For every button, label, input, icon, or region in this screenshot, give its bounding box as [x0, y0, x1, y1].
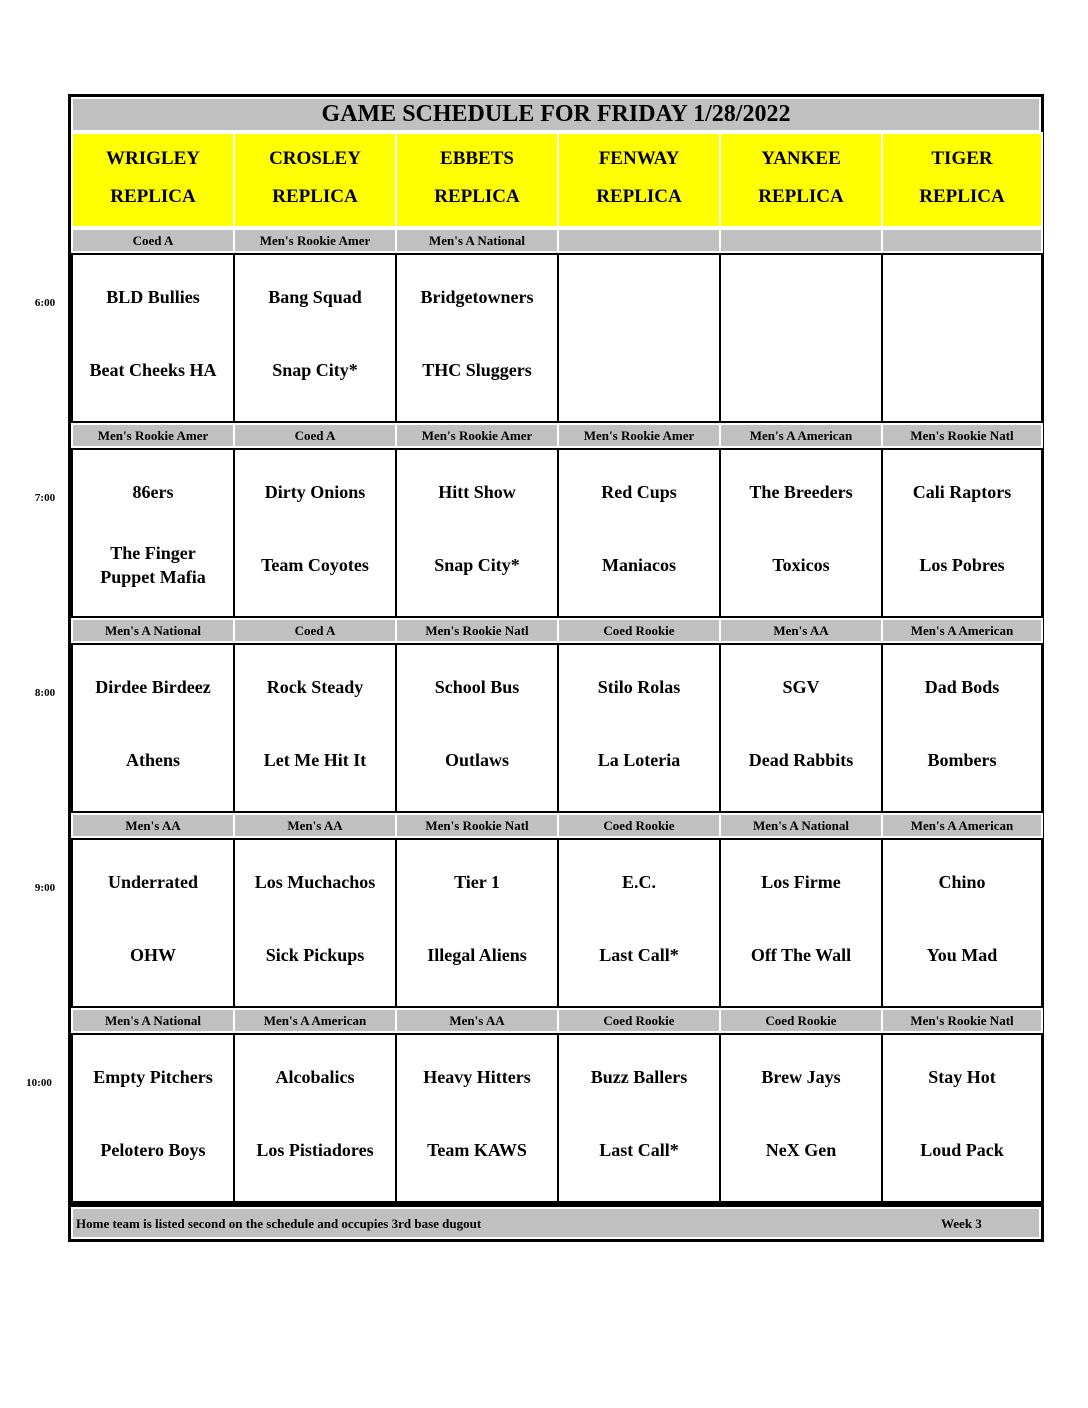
division-label: Coed A: [71, 228, 235, 253]
away-team: Los Muchachos: [254, 872, 376, 892]
division-label: Coed Rookie: [719, 1008, 883, 1033]
home-team: Snap City*: [434, 555, 520, 575]
field-header-yankee: [719, 132, 883, 228]
away-team: BLD Bullies: [106, 287, 200, 307]
home-team: Last Call*: [599, 1140, 679, 1160]
division-label: Men's A American: [881, 618, 1043, 643]
home-team: THC Sluggers: [422, 360, 532, 380]
time-label-800: 8:00: [34, 687, 56, 699]
home-team: Snap City*: [272, 360, 358, 380]
away-team: Bridgetowners: [420, 287, 534, 307]
time-slot-row: [71, 813, 1041, 1008]
game-cell: [233, 643, 397, 813]
division-label: Men's A American: [233, 1008, 397, 1033]
game-cell: [881, 838, 1043, 1008]
time-slot-row: [71, 1008, 1041, 1203]
division-label: Men's AA: [233, 813, 397, 838]
game-cell: [71, 253, 235, 423]
time-label-700: 7:00: [34, 492, 56, 504]
game-cell: [557, 838, 721, 1008]
away-team: Empty Pitchers: [93, 1067, 213, 1087]
field-subtitle: REPLICA: [272, 186, 358, 207]
game-cell: [233, 253, 397, 423]
game-cell: [557, 448, 721, 618]
game-cell: [719, 448, 883, 618]
division-label: Men's Rookie Natl: [395, 618, 559, 643]
home-team: You Mad: [926, 945, 998, 965]
division-label: Men's A American: [881, 813, 1043, 838]
division-label: Men's Rookie Natl: [881, 423, 1043, 448]
field-subtitle: REPLICA: [758, 186, 844, 207]
away-team: Underrated: [108, 872, 198, 892]
game-cell: [395, 838, 559, 1008]
home-team: Los Pobres: [919, 555, 1005, 575]
home-team: Last Call*: [599, 945, 679, 965]
away-team: Buzz Ballers: [590, 1067, 688, 1087]
home-team: Outlaws: [444, 750, 509, 770]
field-header-row: [71, 132, 1041, 228]
home-team: Bombers: [927, 750, 997, 770]
field-name: FENWAY: [598, 148, 680, 169]
away-team: SGV: [782, 677, 820, 697]
field-subtitle: REPLICA: [919, 186, 1005, 207]
week-label: Week 3: [941, 1216, 982, 1231]
division-label: Men's AA: [395, 1008, 559, 1033]
game-cell: [719, 838, 883, 1008]
game-cell: [557, 253, 721, 423]
home-team: Team Coyotes: [261, 555, 369, 575]
game-cell: [233, 1033, 397, 1203]
field-name: CROSLEY: [269, 148, 361, 169]
game-cell: [719, 1033, 883, 1203]
division-label: Men's Rookie Amer: [395, 423, 559, 448]
field-subtitle: REPLICA: [110, 186, 196, 207]
field-header-wrigley: [71, 132, 235, 228]
game-cell: [557, 1033, 721, 1203]
away-team: E.C.: [621, 872, 656, 892]
game-cell: [881, 643, 1043, 813]
division-label: Men's A National: [71, 1008, 235, 1033]
away-team: 86ers: [132, 482, 174, 502]
field-name: EBBETS: [440, 148, 514, 169]
division-label: Men's AA: [719, 618, 883, 643]
field-subtitle: REPLICA: [596, 186, 682, 207]
home-team: Off The Wall: [750, 945, 852, 965]
home-team: Team KAWS: [427, 1140, 527, 1160]
home-team: Sick Pickups: [265, 945, 365, 965]
away-team: Red Cups: [601, 482, 677, 502]
home-team: Let Me Hit It: [263, 750, 367, 770]
away-team: Heavy Hitters: [423, 1067, 531, 1087]
game-cell: [881, 1033, 1043, 1203]
field-subtitle: REPLICA: [434, 186, 520, 207]
game-cell: [71, 448, 235, 618]
time-slot-row: [71, 228, 1041, 423]
home-team-note: Home team is listed second on the schedule and occupies 3rd base dugout: [76, 1216, 482, 1231]
division-label: Men's A National: [71, 618, 235, 643]
away-team: Bang Squad: [268, 287, 362, 307]
game-cell: [719, 253, 883, 423]
game-cell: [395, 643, 559, 813]
field-header-tiger: [881, 132, 1043, 228]
game-cell: [395, 1033, 559, 1203]
game-cell: [395, 448, 559, 618]
division-label: Coed A: [233, 423, 397, 448]
field-header-ebbets: [395, 132, 559, 228]
away-team: Stay Hot: [928, 1067, 996, 1087]
away-team: Cali Raptors: [912, 482, 1012, 502]
away-team: Dirty Onions: [264, 482, 366, 502]
field-name: YANKEE: [761, 148, 841, 169]
home-team: Athens: [125, 750, 180, 770]
game-cell: [233, 448, 397, 618]
field-name: WRIGLEY: [106, 148, 200, 169]
field-name: TIGER: [931, 148, 993, 169]
home-team: Pelotero Boys: [100, 1140, 206, 1160]
field-header-fenway: [557, 132, 721, 228]
away-team: Rock Steady: [266, 677, 364, 697]
away-team: Dad Bods: [924, 677, 1000, 697]
away-team: Los Firme: [761, 872, 841, 892]
home-team: Maniacos: [602, 555, 676, 575]
division-label: Men's Rookie Natl: [881, 1008, 1043, 1033]
home-team: Toxicos: [772, 555, 830, 575]
game-cell: [71, 1033, 235, 1203]
division-label: [881, 228, 1043, 253]
division-label: Coed A: [233, 618, 397, 643]
division-label: Coed Rookie: [557, 1008, 721, 1033]
division-label: Men's A National: [719, 813, 883, 838]
home-team: NeX Gen: [765, 1140, 837, 1160]
away-team: Tier 1: [454, 872, 500, 892]
schedule-title: GAME SCHEDULE FOR FRIDAY 1/28/2022: [71, 97, 1041, 132]
home-team: La Loteria: [597, 750, 681, 770]
time-slot-row: [71, 618, 1041, 813]
game-cell: [71, 643, 235, 813]
away-team: Dirdee Birdeez: [95, 677, 211, 697]
game-cell: [71, 838, 235, 1008]
home-team: OHW: [129, 945, 176, 965]
division-label: Men's A National: [395, 228, 559, 253]
division-label: Coed Rookie: [557, 618, 721, 643]
time-column: [0, 0, 68, 1408]
game-cell: [881, 448, 1043, 618]
division-label: Men's A American: [719, 423, 883, 448]
field-header-crosley: [233, 132, 397, 228]
game-cell: [395, 253, 559, 423]
time-label-1000: 10:00: [26, 1077, 52, 1089]
time-slot-row: [71, 423, 1041, 618]
division-label: [719, 228, 883, 253]
home-team: Beat Cheeks HA: [89, 360, 217, 380]
division-label: Men's Rookie Natl: [395, 813, 559, 838]
game-cell: [719, 643, 883, 813]
home-team: The Finger Puppet Mafia: [100, 543, 206, 587]
away-team: Chino: [938, 872, 986, 892]
away-team: Brew Jays: [761, 1067, 841, 1087]
home-team: Dead Rabbits: [748, 750, 854, 770]
away-team: Stilo Rolas: [597, 677, 681, 697]
division-label: Men's AA: [71, 813, 235, 838]
game-cell: [233, 838, 397, 1008]
home-team: Loud Pack: [920, 1140, 1004, 1160]
game-cell: [557, 643, 721, 813]
division-label: Coed Rookie: [557, 813, 721, 838]
home-team: Illegal Aliens: [427, 945, 527, 965]
home-team: Los Pistiadores: [256, 1140, 374, 1160]
schedule-footer: [71, 1207, 1041, 1239]
division-label: [557, 228, 721, 253]
away-team: Hitt Show: [438, 482, 516, 502]
time-label-900: 9:00: [34, 882, 56, 894]
division-label: Men's Rookie Amer: [233, 228, 397, 253]
division-label: Men's Rookie Amer: [71, 423, 235, 448]
away-team: School Bus: [434, 677, 520, 697]
game-cell: [881, 253, 1043, 423]
away-team: The Breeders: [749, 482, 853, 502]
division-label: Men's Rookie Amer: [557, 423, 721, 448]
away-team: Alcobalics: [275, 1067, 355, 1087]
game-schedule-table: [68, 94, 1044, 1242]
time-label-600: 6:00: [34, 297, 56, 309]
